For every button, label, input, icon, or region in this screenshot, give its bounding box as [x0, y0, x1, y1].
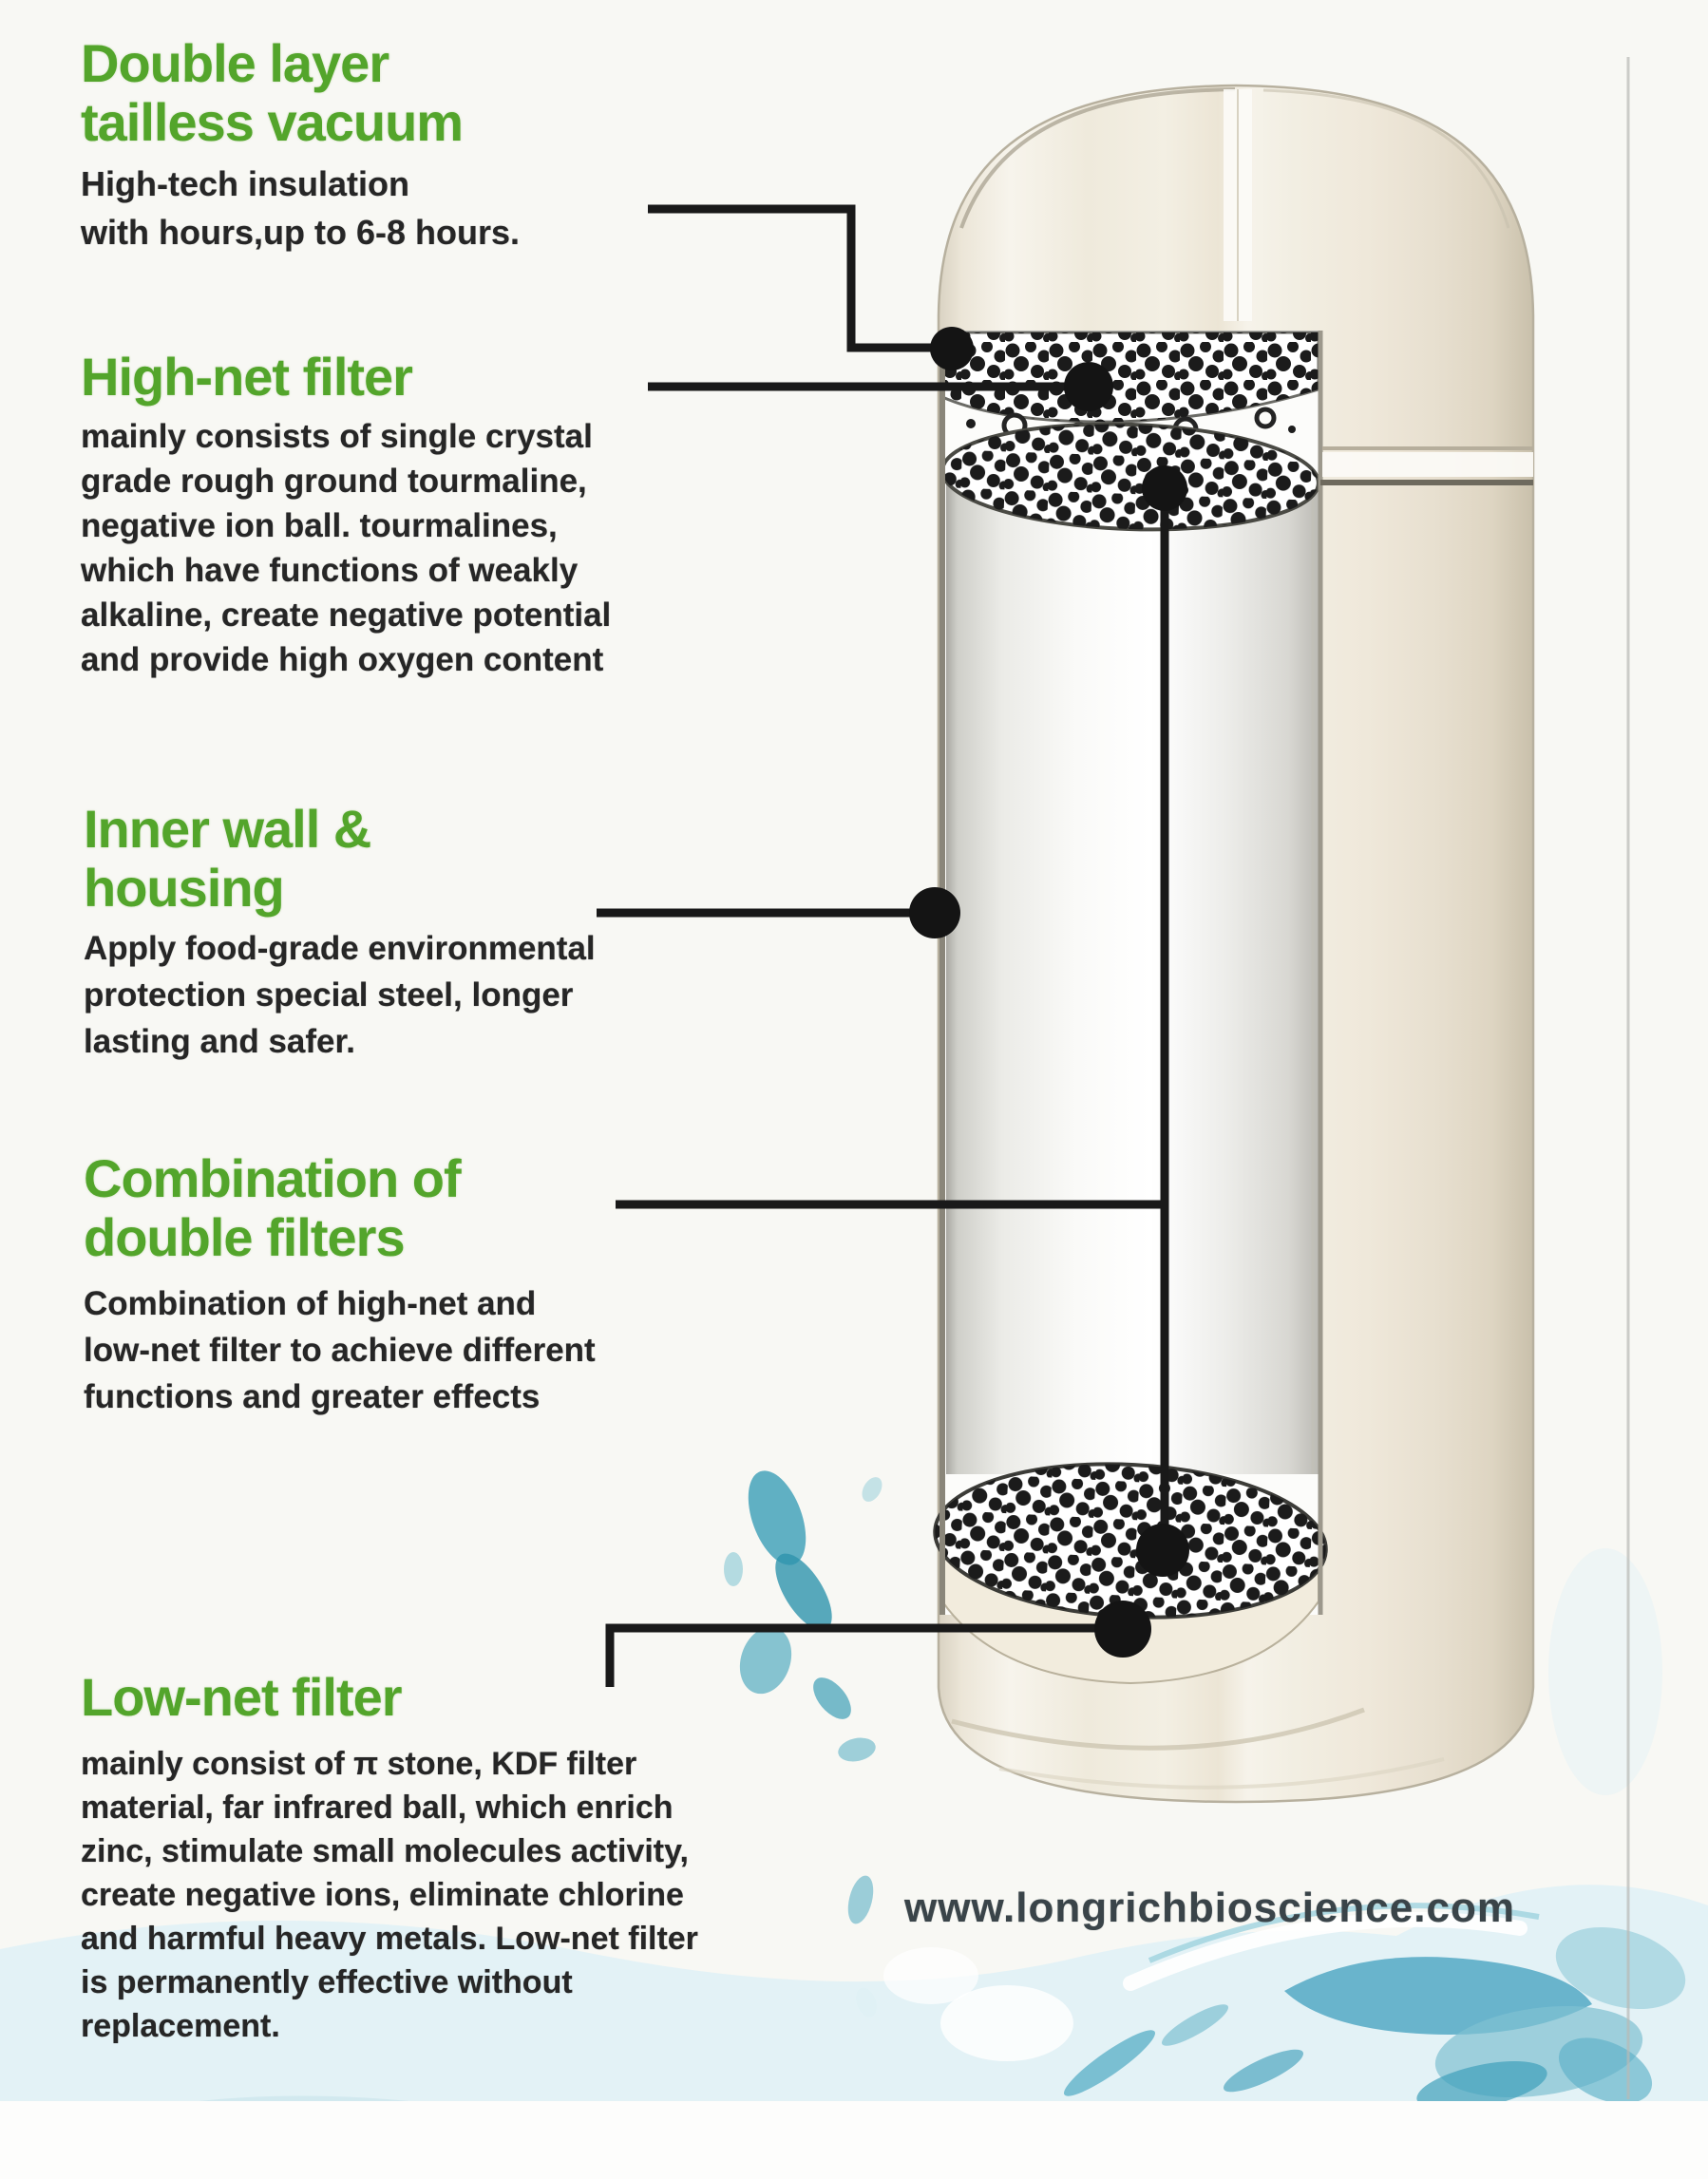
- body-line: is permanently effective without: [81, 1964, 573, 2000]
- callout-double-layer-tailless-vacuum: [81, 34, 520, 256]
- callout-heading: [81, 34, 520, 152]
- callout-inner-wall-housing: [84, 800, 596, 1065]
- heading-line: tailless vacuum: [81, 92, 464, 152]
- shell-seam-highlight: [1322, 452, 1533, 477]
- callout-body: [81, 1742, 698, 2048]
- website-url: www.longrichbioscience.com: [904, 1885, 1515, 1931]
- callout-heading: [81, 1668, 698, 1727]
- water-wash-right: [1548, 1548, 1662, 1795]
- callout-combination-double-filters: [84, 1149, 596, 1420]
- heading-line: Double layer: [81, 33, 389, 93]
- foam-2: [883, 1947, 978, 2004]
- body-line: which have functions of weakly: [81, 552, 579, 589]
- dot-low-net: [1094, 1601, 1151, 1658]
- heading-line: Low-net filter: [81, 1667, 402, 1727]
- heading-line: housing: [84, 858, 284, 918]
- photo-bottom-margin: [0, 2101, 1708, 2179]
- callout-heading: [84, 1149, 596, 1267]
- body-line: mainly consist of π stone, KDF filter: [81, 1746, 637, 1782]
- body-line: alkaline, create negative potential: [81, 597, 612, 634]
- body-line: protection special steel, longer: [84, 976, 574, 1014]
- body-line: with hours,up to 6-8 hours.: [81, 213, 520, 252]
- heading-line: Inner wall &: [84, 799, 371, 859]
- body-line: Apply food-grade environmental: [84, 930, 596, 967]
- body-line: lasting and safer.: [84, 1023, 355, 1060]
- callout-body: [81, 414, 611, 682]
- body-line: and provide high oxygen content: [81, 641, 604, 678]
- callout-heading: [84, 800, 596, 918]
- callout-body: [81, 160, 520, 256]
- callout-body: [84, 925, 596, 1065]
- dot-upper-disc: [1142, 465, 1187, 511]
- body-line: negative ion ball. tourmalines,: [81, 507, 558, 544]
- heading-line: High-net filter: [81, 347, 412, 407]
- body-line: Combination of high-net and: [84, 1285, 537, 1322]
- dot-inner-wall: [909, 887, 960, 938]
- body-line: low-net filter to achieve different: [84, 1332, 596, 1369]
- callout-low-net-filter: [81, 1668, 698, 2048]
- body-line: grade rough ground tourmaline,: [81, 463, 587, 500]
- callout-body: [84, 1280, 596, 1420]
- vacuum-bottle: [931, 85, 1533, 1802]
- body-line: functions and greater effects: [84, 1378, 541, 1415]
- body-line: create negative ions, eliminate chlorine: [81, 1877, 684, 1913]
- inner-glass-column: [946, 481, 1319, 1474]
- dot-lower-disc: [1136, 1524, 1189, 1577]
- body-line: and harmful heavy metals. Low-net filter: [81, 1921, 698, 1957]
- connector-double-layer: [648, 209, 946, 348]
- callout-high-net-filter: [81, 348, 611, 682]
- heading-line: double filters: [84, 1207, 405, 1267]
- teal-splash: [724, 1463, 886, 2019]
- body-line: High-tech insulation: [81, 164, 409, 203]
- body-line: replacement.: [81, 2008, 280, 2044]
- dot-high-net: [1064, 362, 1113, 411]
- body-line: mainly consists of single crystal: [81, 418, 593, 455]
- heading-line: Combination of: [84, 1148, 461, 1208]
- dot-double-layer: [930, 327, 974, 370]
- callout-heading: [81, 348, 611, 407]
- body-line: material, far infrared ball, which enrich: [81, 1790, 674, 1826]
- body-line: zinc, stimulate small molecules activity,: [81, 1833, 689, 1869]
